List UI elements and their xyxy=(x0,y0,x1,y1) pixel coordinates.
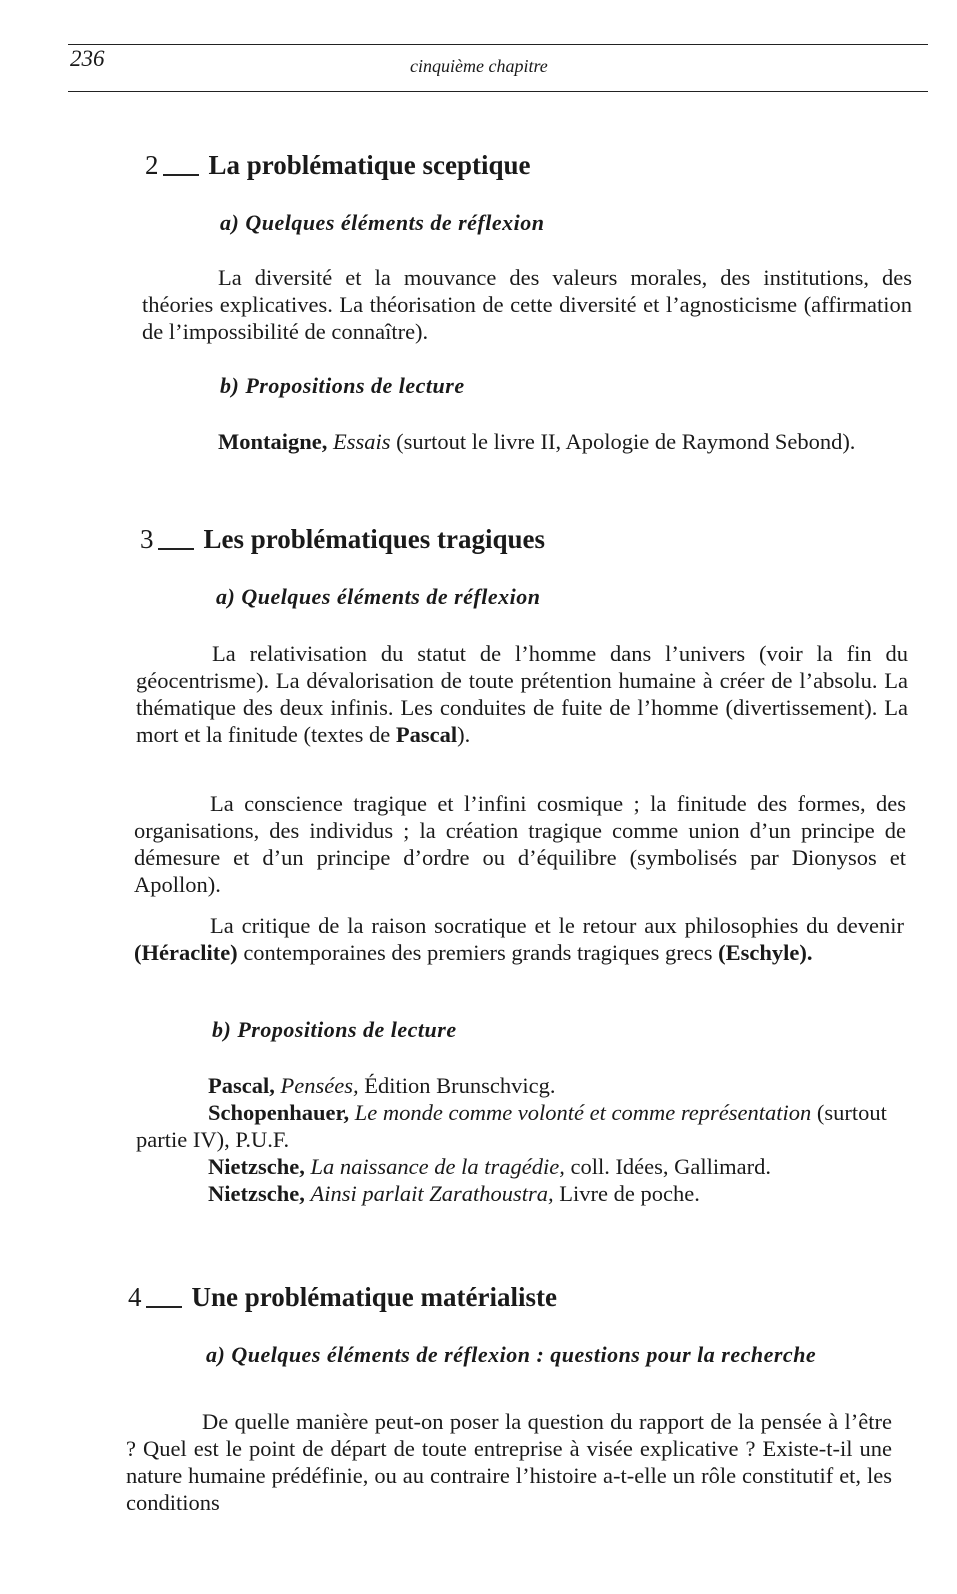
para3-text-2: contemporaines des premiers grands tragiques grecs xyxy=(237,940,719,965)
reading-work: Ainsi parlait Zarathoustra, xyxy=(310,1181,554,1206)
reading-entry xyxy=(136,1153,906,1180)
reading-work: Essais xyxy=(333,429,391,454)
section-4-heading xyxy=(128,1282,557,1313)
reading-author: Nietzsche, xyxy=(208,1154,305,1179)
section-3-heading xyxy=(140,524,545,555)
reading-details: Édition Brunschvicg. xyxy=(358,1073,556,1098)
para1-bold: Pascal xyxy=(395,722,458,747)
para3-text-1: La critique de la raison socratique et le retour aux philosophies du devenir xyxy=(210,913,904,938)
reading-details: (surtout partie IV), P.U.F. xyxy=(136,1100,887,1152)
section-4-subheading-a: a) Quelques éléments de réflexion : questions pour la recherche xyxy=(206,1342,817,1367)
header-rule-top xyxy=(68,44,928,45)
section-2-heading xyxy=(145,150,531,181)
section-title: La problématique sceptique xyxy=(208,150,531,180)
section-3-subheading-b: b) Propositions de lecture xyxy=(212,1017,457,1042)
reading-details: Livre de poche. xyxy=(553,1181,700,1206)
section-number: 4 xyxy=(128,1282,142,1312)
reading-work: Pensées, xyxy=(280,1073,359,1098)
page-number: 236 xyxy=(70,46,105,71)
reading-entry xyxy=(136,1180,906,1207)
reading-author: Schopenhauer, xyxy=(208,1100,350,1125)
reading-author: Montaigne, xyxy=(218,429,328,454)
section-3-paragraph-2: La conscience tragique et l’infini cosmique ; la finitude des formes, des organisations, des individus ; la création tragique comme union d’un principe de démesure et d’un principe d’ordre ou d’équilibre (symbolisés par Dionysos et Apollon). xyxy=(134,791,906,897)
reading-details: (surtout le livre II, Apologie de Raymond Sebond). xyxy=(390,429,856,454)
reading-author: Nietzsche, xyxy=(208,1181,305,1206)
para1-text: La relativisation du statut de l’homme dans l’univers (voir la fin du géocentrisme). La dévalorisation de toute prétention humaine à créer de l’absolu. La thématique des deux infinis. Les conduites de fuite de l’homme (divertissement). La mort et la finitude (textes de xyxy=(136,641,908,747)
reading-work: Le monde comme volonté et comme représentation xyxy=(354,1100,812,1125)
section-3-paragraph-1 xyxy=(136,640,908,748)
heading-dash xyxy=(163,174,199,176)
reading-entry xyxy=(136,1099,906,1153)
section-3-reading-list xyxy=(136,1072,906,1207)
reading-entry xyxy=(136,1072,906,1099)
section-4-paragraph: De quelle manière peut-on poser la question du rapport de la pensée à l’être ? Quel est le point de départ de toute entreprise à visée explicative ? Existe-t-il une nature humaine prédéfinie, ou au contraire l’histoire a-t-elle un rôle constitutif et, les conditions xyxy=(126,1409,892,1515)
section-title: Les problématiques tragiques xyxy=(203,524,546,554)
reading-details: coll. Idées, Gallimard. xyxy=(564,1154,772,1179)
section-number: 2 xyxy=(145,150,159,180)
section-2-paragraph: La diversité et la mouvance des valeurs morales, des institutions, des théories explicatives. La théorisation de cette diversité et l’agnosticisme (affirmation de l’impossibilité de connaître). xyxy=(142,265,912,344)
heading-dash xyxy=(158,548,194,550)
section-2-reading xyxy=(142,428,912,455)
heading-dash xyxy=(146,1306,182,1308)
section-3-subheading-a: a) Quelques éléments de réflexion xyxy=(216,584,541,609)
section-2-subheading-a: a) Quelques éléments de réflexion xyxy=(220,210,545,235)
reading-work: La naissance de la tragédie, xyxy=(310,1154,565,1179)
para3-bold-1: (Héraclite) xyxy=(134,940,238,965)
para3-bold-2: (Eschyle). xyxy=(718,940,813,965)
header-rule-bottom xyxy=(68,91,928,92)
section-2-subheading-b: b) Propositions de lecture xyxy=(220,373,465,398)
reading-author: Pascal, xyxy=(208,1073,275,1098)
running-title: cinquième chapitre xyxy=(410,56,548,76)
section-title: Une problématique matérialiste xyxy=(191,1282,557,1312)
para1-end: ). xyxy=(457,722,471,747)
section-3-paragraph-3 xyxy=(134,912,904,966)
section-number: 3 xyxy=(140,524,154,554)
